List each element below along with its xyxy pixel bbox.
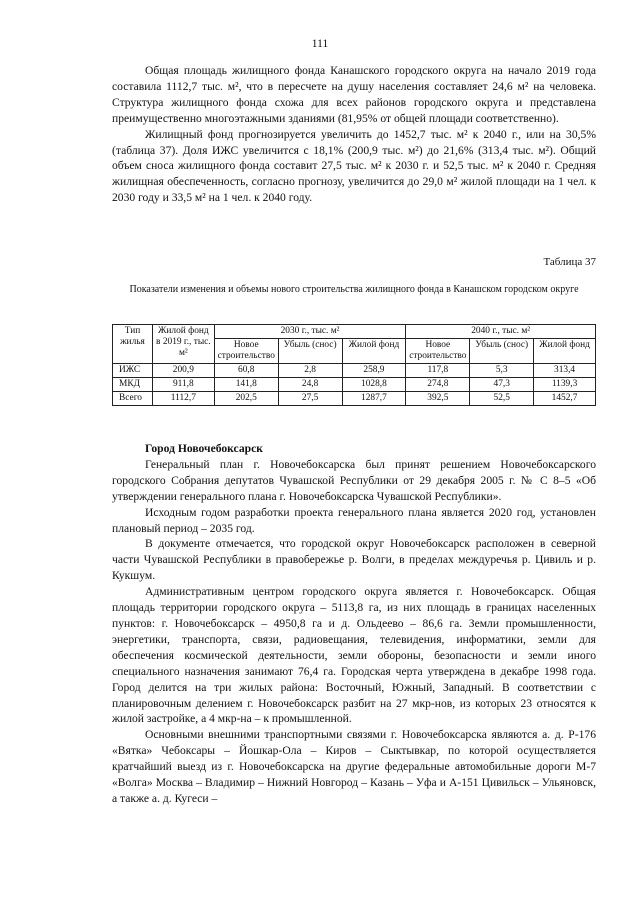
- cell-new-2030: 141,8: [214, 378, 278, 392]
- housing-table: [112, 324, 596, 406]
- section-heading: Город Новочебоксарск: [145, 442, 263, 455]
- cell-new-2040: 117,8: [406, 364, 470, 378]
- cell-new-2040: 274,8: [406, 378, 470, 392]
- cell-loss-2030: 2,8: [278, 364, 342, 378]
- cell-fund-2040: 313,4: [534, 364, 596, 378]
- header-loss-2040: Убыль (снос): [470, 339, 534, 364]
- section-paragraph-5: Основными внешними транспортными связями г. Новочебоксарска являются а. д. Р-176 «Вятка» Чебоксары – Йошкар-Ола – Киров – Сыктывкар, по которой осуществляется кратчайший выезд из г. Новочебоксарска на другие федеральные автомобильные дороги М-7 «Волга» Москва – Владимир – Нижний Новгород – Казань – Уфа и А-151 Цивильск – Ульяновск, а также а. д. Кугеси –: [112, 728, 596, 805]
- table-row: [113, 378, 596, 392]
- intro-paragraph-2: Жилищный фонд прогнозируется увеличить до 1452,7 тыс. м² к 2040 г., или на 30,5% (таблица 37). Доля ИЖС увеличится с 18,1% (200,9 тыс. м²) до 21,6% (313,4 тыс. м²). Общий объем сноса жилищного фонда составит 27,5 тыс. м² к 2030 г. и 52,5 тыс. м² к 2040 г. Средняя жилищная обеспеченность, согласно прогнозу, увеличится до 29,0 м² жилой площади на 1 чел. к 2030 году и 33,5 м² на 1 чел. к 2040 году.: [112, 127, 596, 205]
- cell-loss-2030: 24,8: [278, 378, 342, 392]
- row-name: ИЖС: [113, 364, 153, 378]
- row-name: Всего: [113, 392, 153, 406]
- cell-fund-2030: 258,9: [342, 364, 406, 378]
- header-fund-2019: Жилой фонд в 2019 г., тыс. м²: [152, 325, 214, 364]
- header-fund-2040: Жилой фонд: [534, 339, 596, 364]
- cell-fund-2019: 200,9: [152, 364, 214, 378]
- cell-fund-2040: 1452,7: [534, 392, 596, 406]
- section-paragraph-1: Генеральный план г. Новочебоксарска был принят решением Новочебоксарского городского Собрания депутатов Чувашской Республики от 29 декабря 2005 г. № С 8–5 «Об утверждении генерального плана г. Новочебоксарска Чувашской Республики».: [112, 457, 596, 503]
- cell-new-2030: 202,5: [214, 392, 278, 406]
- cell-fund-2019: 911,8: [152, 378, 214, 392]
- header-loss-2030: Убыль (снос): [278, 339, 342, 364]
- intro-paragraph-1: Общая площадь жилищного фонда Канашского городского округа на начало 2019 года составила 1112,7 тыс. м², что в пересчете на душу населения составляет 24,6 м² на человека. Структура жилищного фонда схожа для всех районов городского округа и представлена преимущественно многоэтажными зданиями (81,95% от общей площади соответственно).: [112, 64, 596, 125]
- row-name: МКД: [113, 378, 153, 392]
- section-paragraph-2: Исходным годом разработки проекта генерального плана является 2020 год, установлен плановый период – 2035 год.: [112, 505, 596, 535]
- table-label: Таблица 37: [543, 256, 596, 268]
- intro-text: [112, 63, 596, 206]
- cell-new-2040: 392,5: [406, 392, 470, 406]
- table-caption: Показатели изменения и объемы нового строительства жилищного фонда в Канашском городском округе: [129, 284, 579, 295]
- cell-loss-2040: 5,3: [470, 364, 534, 378]
- header-2040: 2040 г., тыс. м²: [406, 325, 596, 339]
- cell-fund-2040: 1139,3: [534, 378, 596, 392]
- cell-loss-2030: 27,5: [278, 392, 342, 406]
- section-paragraph-4: Административным центром городского округа является г. Новочебоксарск. Общая площадь территории городского округа – 5113,8 га, из них площадь в границах населенных пунктов: г. Новочебоксарск – 4950,8 га и д. Ольдеево – 86,6 га. Земли промышленности, энергетики, транспорта, связи, радиовещания, телевидения, информатики, земли для обеспечения космической деятельности, земли обороны, безопасности и земли иного специального назначения занимают 76,4 га. Городская черта утверждена в декабре 1998 года. Город делится на три жилых района: Восточный, Южный, Западный. В соответствии с планировочным делением г. Новочебоксарск разбит на 27 мкр-нов, из которых 23 относятся к жилой застройке, а 4 мкр-на – к промышленной.: [112, 585, 596, 726]
- table-row: [113, 364, 596, 378]
- cell-loss-2040: 47,3: [470, 378, 534, 392]
- cell-fund-2030: 1287,7: [342, 392, 406, 406]
- page-number: 111: [311, 38, 329, 50]
- header-2030: 2030 г., тыс. м²: [214, 325, 406, 339]
- cell-fund-2019: 1112,7: [152, 392, 214, 406]
- header-fund-2030: Жилой фонд: [342, 339, 406, 364]
- section-paragraph-3: В документе отмечается, что городской округ Новочебоксарск расположен в северной части Чувашской Республики в правобережье р. Волги, в пределах междуречья р. Цивиль и р. Кукшум.: [112, 537, 596, 583]
- header-type: Тип жилья: [113, 325, 153, 364]
- table-row: [113, 392, 596, 406]
- cell-fund-2030: 1028,8: [342, 378, 406, 392]
- header-new-2040: Новое строительство: [406, 339, 470, 364]
- cell-loss-2040: 52,5: [470, 392, 534, 406]
- header-new-2030: Новое строительство: [214, 339, 278, 364]
- section-novocheboksarsk: [112, 441, 596, 807]
- cell-new-2030: 60,8: [214, 364, 278, 378]
